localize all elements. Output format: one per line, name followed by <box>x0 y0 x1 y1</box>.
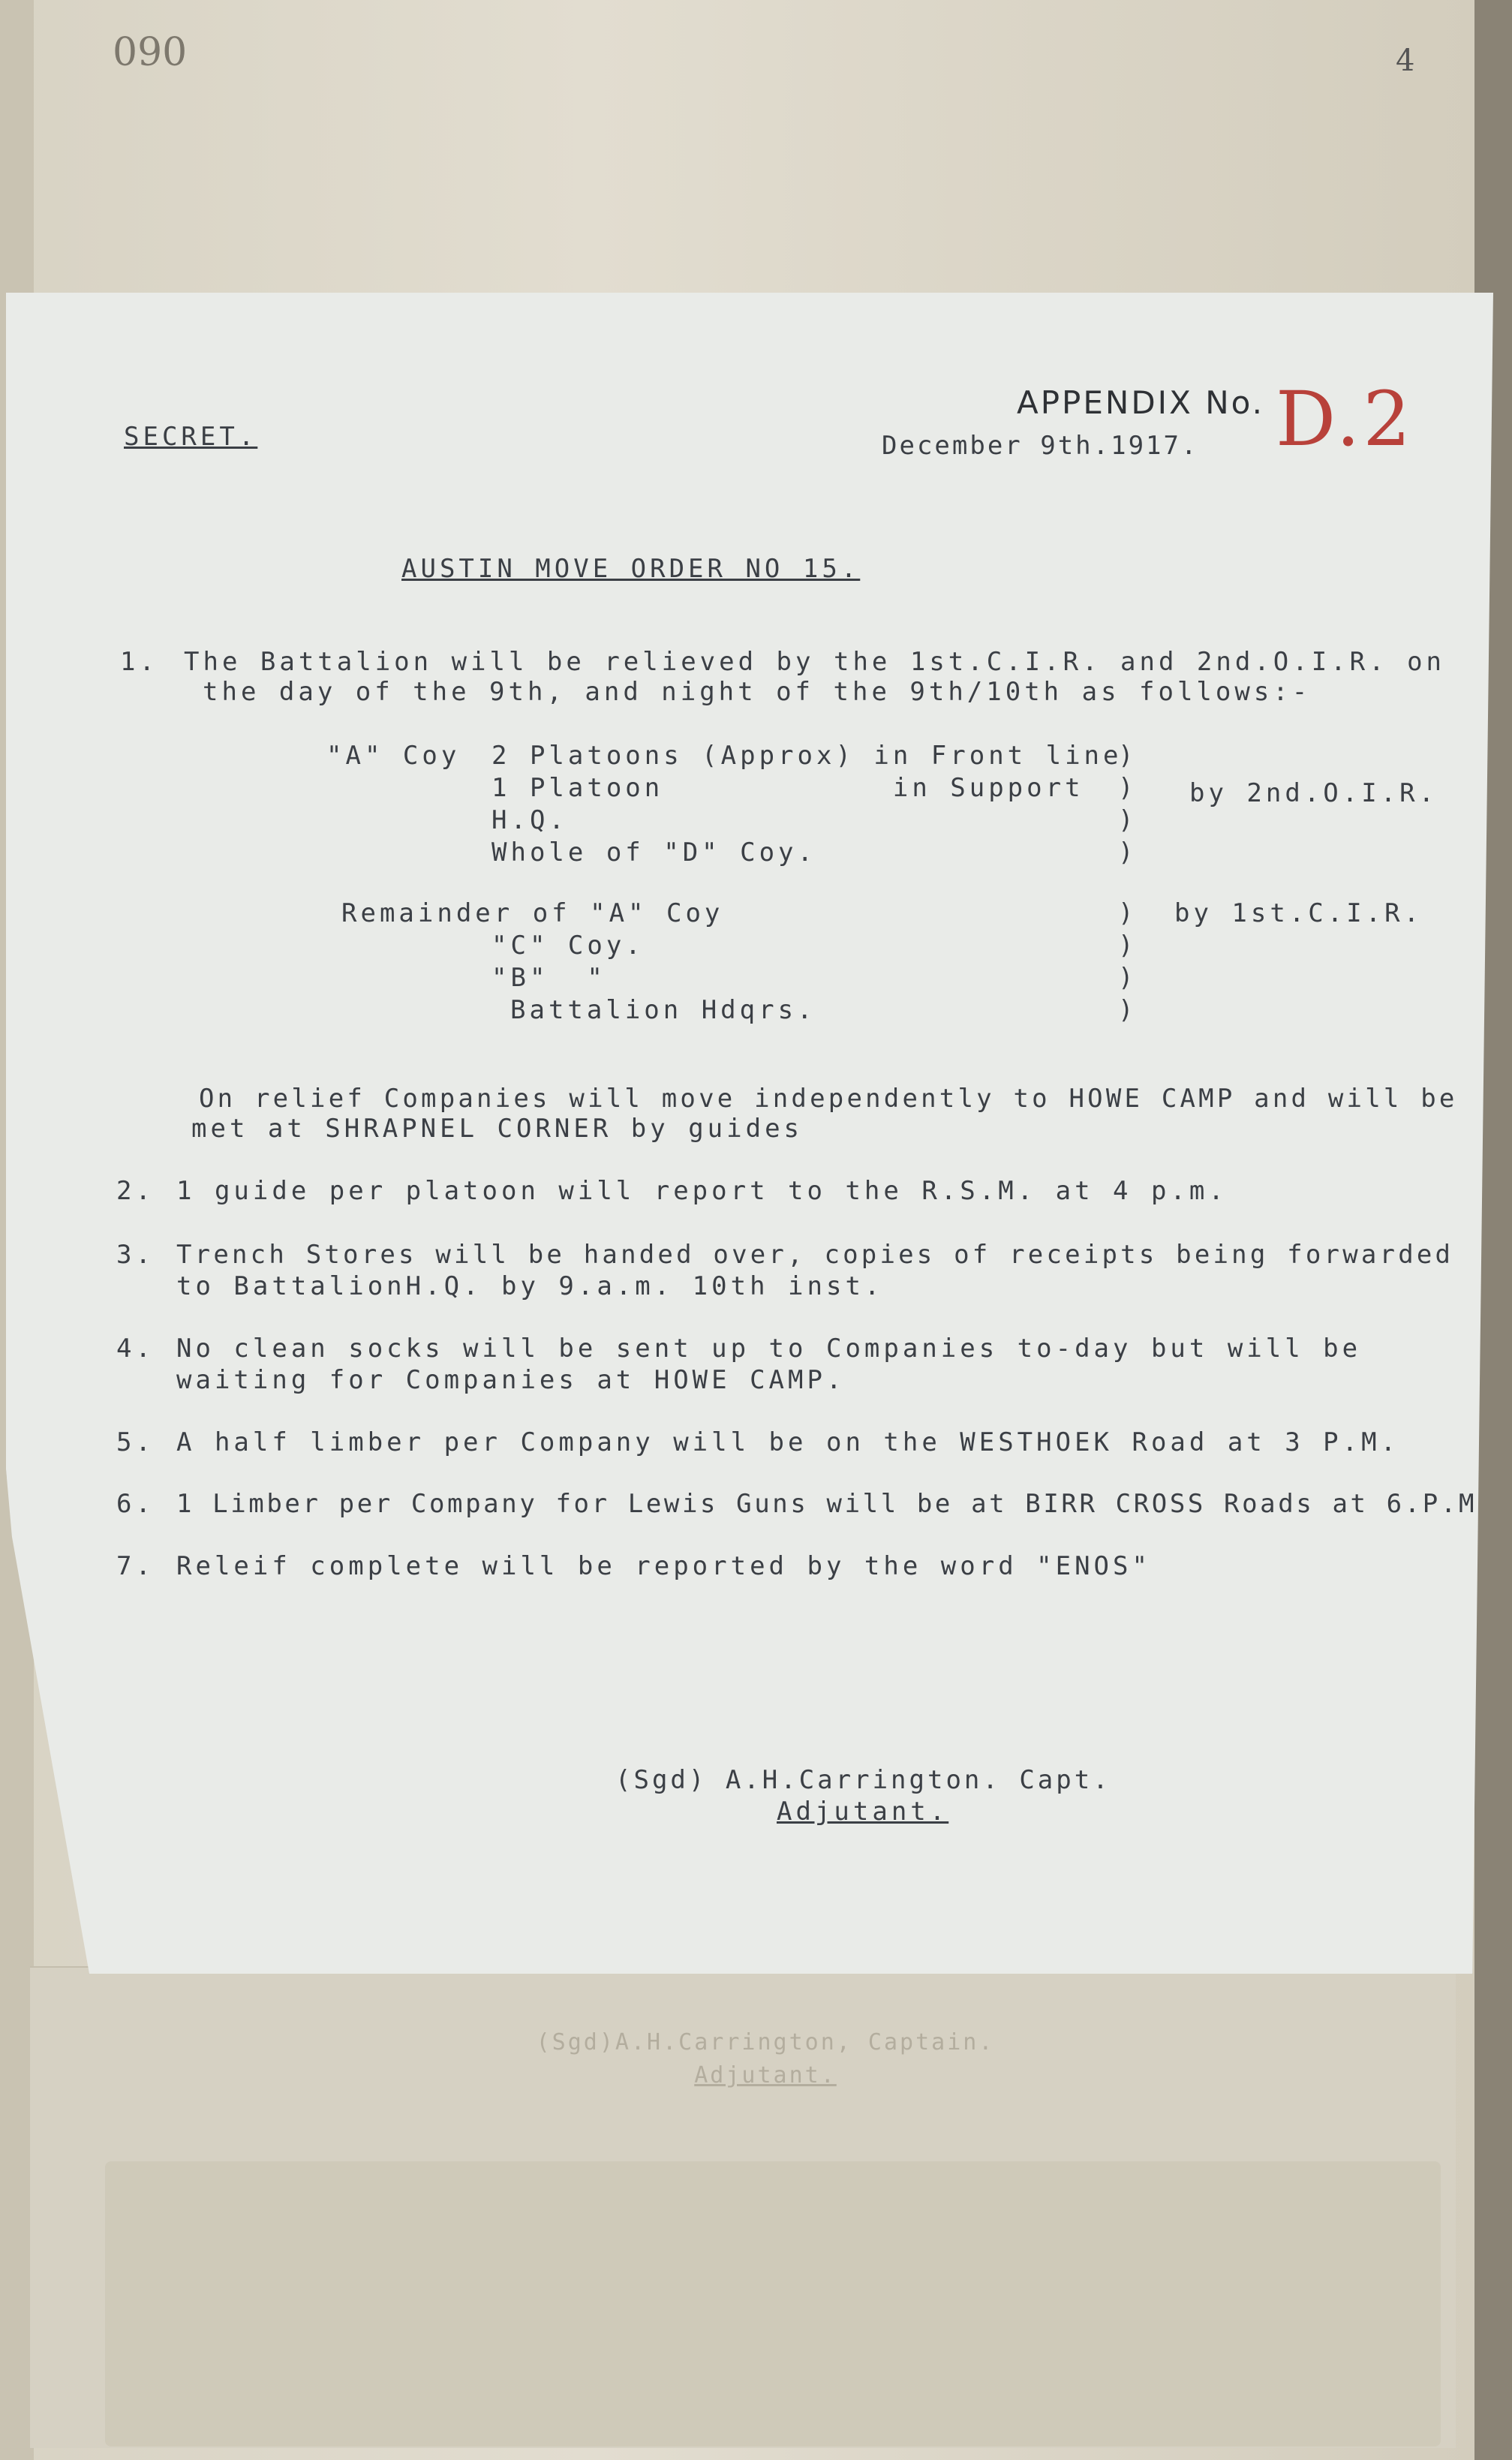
relief-row: "B" " <box>491 963 606 993</box>
file-number: 090 <box>113 30 188 75</box>
brace-mark: ) <box>1118 805 1138 835</box>
relief-row: "C" Coy. <box>491 931 645 961</box>
relief-row: Remainder of "A" Coy <box>341 898 724 928</box>
order-date: December 9th.1917. <box>882 431 1199 461</box>
appendix-label: APPENDIX No. <box>1017 384 1264 421</box>
para-1-line-2: the day of the 9th, and night of the 9th/10th as follows:- <box>203 677 1312 707</box>
brace-mark: ) <box>1118 741 1138 771</box>
item-text: Trench Stores will be handed over, copies of receipts being forwarded <box>176 1240 1454 1270</box>
relief-note-line-2: met at SHRAPNEL CORNER by guides <box>191 1114 804 1144</box>
order-title: AUSTIN MOVE ORDER NO 15. <box>401 554 861 584</box>
brace-mark: ) <box>1118 931 1138 961</box>
item-text: A half limber per Company will be on the WESTHOEK Road at 3 P.M. <box>176 1427 1400 1457</box>
item-number: 5. <box>116 1427 155 1457</box>
brace-mark: ) <box>1118 773 1138 803</box>
faint-signature-name: (Sgd)A.H.Carrington, Captain. <box>536 2029 995 2056</box>
item-number: 7. <box>116 1551 155 1581</box>
relief-row: 1 Platoon in Support <box>491 773 1084 803</box>
para-1-number: 1. <box>120 647 158 677</box>
corner-number: 4 <box>1396 44 1415 78</box>
relief-row: Whole of "D" Coy. <box>491 838 816 868</box>
brace-mark: ) <box>1118 898 1138 928</box>
para-1-line-1: The Battalion will be relieved by the 1st.C.I.R. and 2nd.O.I.R. on <box>184 647 1446 677</box>
relief-row: Battalion Hdqrs. <box>510 995 816 1025</box>
item-text: 1 Limber per Company for Lewis Guns will be at BIRR CROSS Roads at 6.P.M <box>176 1489 1477 1519</box>
relief-row: H.Q. <box>491 805 568 835</box>
faint-signature <box>465 2026 1066 2092</box>
brace-mark: ) <box>1118 963 1138 993</box>
relief-note-line-1: On relief Companies will move independently to HOWE CAMP and will be <box>199 1084 1458 1114</box>
brace-mark: ) <box>1118 995 1138 1025</box>
item-text: Releif complete will be reported by the word "ENOS" <box>176 1551 1151 1581</box>
item-number: 6. <box>116 1489 155 1519</box>
signature-title: Adjutant. <box>777 1797 949 1827</box>
unit-a-coy: "A" Coy <box>326 741 461 771</box>
under-sheet-panel <box>105 2161 1441 2446</box>
relieved-by-2nd-oir: by 2nd.O.I.R. <box>1189 778 1438 808</box>
classification: SECRET. <box>124 422 258 452</box>
brace-mark: ) <box>1118 838 1138 868</box>
item-text: to BattalionH.Q. by 9.a.m. 10th inst. <box>176 1271 884 1301</box>
relief-row: 2 Platoons (Approx) in Front line <box>491 741 1123 771</box>
item-number: 3. <box>116 1240 155 1270</box>
item-number: 2. <box>116 1176 155 1206</box>
faint-signature-title: Adjutant. <box>694 2062 837 2089</box>
appendix-number: D.2 <box>1276 375 1414 463</box>
item-text: waiting for Companies at HOWE CAMP. <box>176 1365 846 1395</box>
item-text: No clean socks will be sent up to Companies to-day but will be <box>176 1334 1362 1364</box>
item-number: 4. <box>116 1334 155 1364</box>
item-text: 1 guide per platoon will report to the R.S.M. at 4 p.m. <box>176 1176 1228 1206</box>
relieved-by-1st-cir: by 1st.C.I.R. <box>1174 898 1423 928</box>
signature-name: (Sgd) A.H.Carrington. Capt. <box>615 1765 1111 1795</box>
